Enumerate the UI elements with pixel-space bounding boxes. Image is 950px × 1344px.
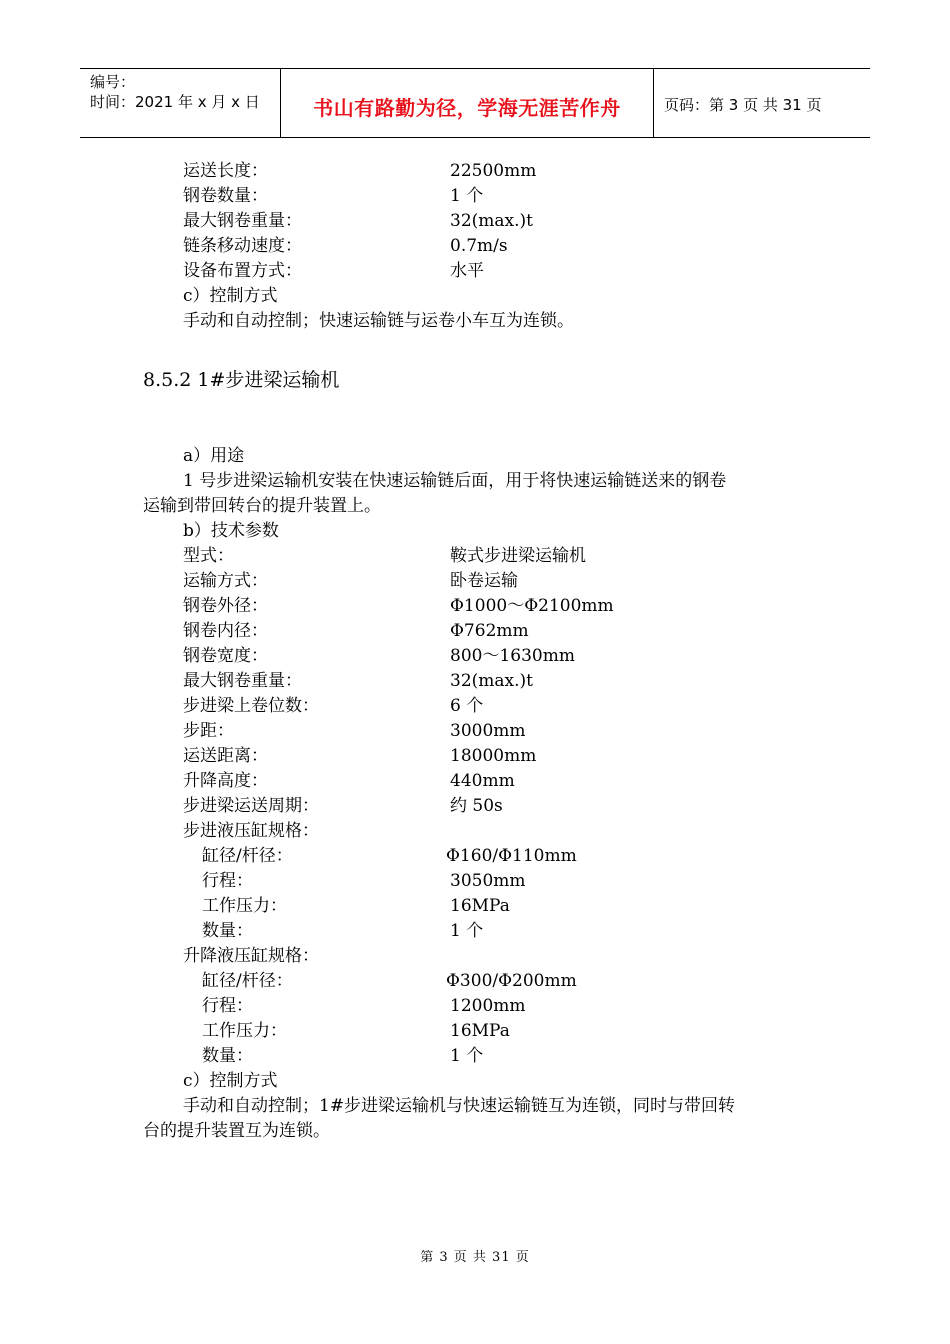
param-value: 800～1630mm — [450, 646, 575, 666]
param-value: 1 个 — [450, 1046, 484, 1066]
param-value: 32(max.)t — [450, 211, 533, 231]
param-label: 钢卷内径： — [183, 621, 268, 641]
param-label: 步进梁上卷位数： — [183, 696, 319, 716]
param-label: 缸径/杆径： — [202, 846, 293, 866]
param-value: 鞍式步进梁运输机 — [450, 546, 586, 566]
param-label: 钢卷宽度： — [183, 646, 268, 666]
time-label: 时间：2021 年 x 月 x 日 — [90, 93, 260, 111]
param-value: 16MPa — [450, 1021, 510, 1041]
param-value: Φ762mm — [450, 621, 529, 641]
param-label: 缸径/杆径： — [202, 971, 293, 991]
control-heading: c）控制方式 — [183, 286, 278, 306]
param-label: 升降高度： — [183, 771, 268, 791]
param-label: 步距： — [183, 721, 234, 741]
param-label: 运送距离： — [183, 746, 268, 766]
tech-heading: b）技术参数 — [183, 521, 279, 541]
purpose-text-line2: 运输到带回转台的提升装置上。 — [143, 496, 381, 516]
param-label: 链条移动速度： — [183, 236, 302, 256]
param-label: 数量： — [202, 921, 253, 941]
section-title: 8.5.2 1#步进梁运输机 — [143, 369, 340, 391]
header-meta-cell — [80, 69, 281, 137]
param-value: 水平 — [450, 261, 484, 281]
lift-cylinder-heading: 升降液压缸规格： — [183, 946, 319, 966]
param-value: 约 50s — [450, 796, 503, 816]
param-label: 运送长度： — [183, 161, 268, 181]
param-label: 钢卷数量： — [183, 186, 268, 206]
param-value: Φ160/Φ110mm — [446, 846, 577, 866]
param-value: 1200mm — [450, 996, 526, 1016]
param-label: 数量： — [202, 1046, 253, 1066]
param-value: 3050mm — [450, 871, 526, 891]
header-page-cell — [654, 69, 870, 137]
param-value: 32(max.)t — [450, 671, 533, 691]
param-label: 工作压力： — [202, 896, 287, 916]
param-value: 1 个 — [450, 921, 484, 941]
header-motto-cell — [281, 69, 654, 137]
page-header — [80, 68, 870, 138]
param-label: 最大钢卷重量： — [183, 211, 302, 231]
step-cylinder-heading: 步进液压缸规格： — [183, 821, 319, 841]
param-label: 工作压力： — [202, 1021, 287, 1041]
motto-text: 书山有路勤为径，学海无涯苦作舟 — [313, 96, 621, 120]
param-value: 1 个 — [450, 186, 484, 206]
param-value: Φ300/Φ200mm — [446, 971, 577, 991]
param-label: 步进梁运送周期： — [183, 796, 319, 816]
param-value: 18000mm — [450, 746, 537, 766]
param-label: 行程： — [202, 996, 253, 1016]
param-value: 16MPa — [450, 896, 510, 916]
control-heading: c）控制方式 — [183, 1071, 278, 1091]
param-label: 钢卷外径： — [183, 596, 268, 616]
page-footer: 第 3 页 共 31 页 — [420, 1250, 530, 1265]
param-label: 运输方式： — [183, 571, 268, 591]
control-text-line2: 台的提升装置互为连锁。 — [143, 1121, 330, 1141]
control-text-line1: 手动和自动控制；1#步进梁运输机与快速运输链互为连锁，同时与带回转 — [183, 1096, 736, 1116]
purpose-text-line1: 1 号步进梁运输机安装在快速运输链后面，用于将快速运输链送来的钢卷 — [183, 471, 727, 491]
param-value: 22500mm — [450, 161, 537, 181]
param-label: 行程： — [202, 871, 253, 891]
param-label: 型式： — [183, 546, 234, 566]
purpose-heading: a）用途 — [183, 446, 245, 466]
page-info: 页码：第 3 页 共 31 页 — [664, 96, 822, 114]
param-value: 6 个 — [450, 696, 484, 716]
control-text: 手动和自动控制；快速运输链与运卷小车互为连锁。 — [183, 311, 574, 331]
param-label: 设备布置方式： — [183, 261, 302, 281]
param-value: 0.7m/s — [450, 236, 508, 256]
param-label: 最大钢卷重量： — [183, 671, 302, 691]
param-value: Φ1000～Φ2100mm — [450, 596, 614, 616]
param-value: 3000mm — [450, 721, 526, 741]
param-value: 卧卷运输 — [450, 571, 518, 591]
param-value: 440mm — [450, 771, 515, 791]
number-label: 编号： — [90, 73, 136, 91]
